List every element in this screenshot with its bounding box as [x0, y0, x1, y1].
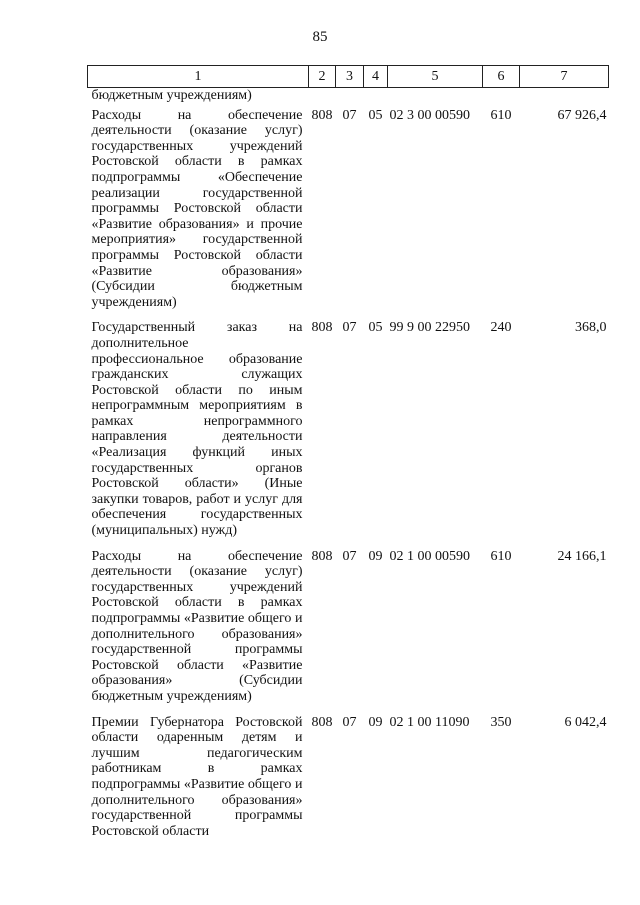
table-row [88, 104, 609, 311]
column-header-2: 2 [309, 66, 336, 88]
table-row [88, 539, 609, 705]
row-description: Государственный заказ на дополнительное профессиональное образование гражданских служащих Ростовской области по иным непрограммным мероприятиям в рамках непрограммного направления деятельности «Реализация функций иных государственных органов Ростовской области» (Иные закупки товаров, работ и услуг для обеспечения государственных (муниципальных) нужд) [91, 320, 303, 539]
row-expense-type: 240 [490, 320, 512, 336]
column-header-1: 1 [88, 66, 309, 88]
row-amount: 368,0 [575, 320, 607, 336]
table-row [88, 705, 609, 840]
column-header-7: 7 [520, 66, 609, 88]
row-code-subsection: 09 [368, 548, 383, 564]
row-description: Премии Губернатора Ростовской области одаренным детям и лучшим педагогическим работникам в рамках подпрограммы «Развитие общего и дополнительного образования» государственной программы Ростовской области [91, 714, 303, 839]
column-header-3: 3 [336, 66, 364, 88]
row-code-section: 07 [342, 548, 357, 564]
row-code-subsection: 05 [368, 107, 383, 123]
row-target-article: 02 1 00 11090 [389, 714, 470, 730]
row-code-ministry: 808 [311, 320, 333, 336]
table-row [88, 310, 609, 538]
row-description: Расходы на обеспечение деятельности (оказание услуг) государственных учреждений Ростовской области в рамках подпрограммы «Обеспечение реализации государственной программы Ростовской области «Развитие образования» и прочие мероприятия» государственной программы Ростовской области «Развитие образования» (Субсидии бюджетным учреждениям) [91, 107, 303, 310]
row-amount: 24 166,1 [557, 548, 607, 564]
row-code-ministry: 808 [311, 107, 333, 123]
column-header-4: 4 [364, 66, 388, 88]
row-code-ministry: 808 [311, 548, 333, 564]
row-code-section: 07 [342, 107, 357, 123]
table-row-continuation [88, 88, 609, 104]
row-code-subsection: 05 [368, 320, 383, 336]
row-amount: 67 926,4 [557, 107, 607, 123]
row-code-subsection: 09 [368, 714, 383, 730]
column-header-6: 6 [483, 66, 520, 88]
row-expense-type: 610 [490, 548, 512, 564]
continuation-text: бюджетным учреждениям) [91, 88, 252, 103]
row-code-section: 07 [342, 714, 357, 730]
header-row [88, 66, 609, 88]
row-target-article: 02 1 00 00590 [389, 548, 470, 564]
row-expense-type: 350 [490, 714, 512, 730]
row-code-section: 07 [342, 320, 357, 336]
row-code-ministry: 808 [311, 714, 333, 730]
row-target-article: 99 9 00 22950 [389, 320, 470, 336]
budget-table [87, 65, 609, 839]
column-header-5: 5 [388, 66, 483, 88]
page-number: 85 [312, 29, 328, 45]
row-expense-type: 610 [490, 107, 512, 123]
row-description: Расходы на обеспечение деятельности (оказание услуг) государственных учреждений Ростовской области в рамках подпрограммы «Развитие общего и дополнительного образования» государственной программы Ростовской области «Развитие образования» (Субсидии бюджетным учреждениям) [91, 548, 303, 704]
row-amount: 6 042,4 [564, 714, 607, 730]
row-target-article: 02 3 00 00590 [389, 107, 470, 123]
